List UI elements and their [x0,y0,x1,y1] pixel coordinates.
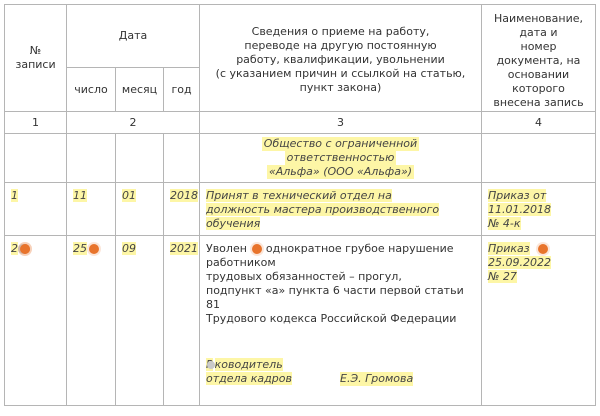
header-doc-line: Наименование, [494,12,583,25]
header-date [67,5,200,68]
row2-document [482,236,596,406]
header-day [67,68,116,112]
row2-info-text: Уволен [206,242,247,255]
header-row-top [5,5,596,68]
signature-title: отдела кадров [206,372,292,385]
row1-year-text: 2018 [170,189,198,202]
row1-document [482,183,596,236]
marker-dot[interactable] [538,244,548,254]
row2-info-line: Трудового кодекса Российской Федерации [206,312,457,325]
header-month [116,68,164,112]
row1-month-text: 01 [122,189,136,202]
column-number-text: 4 [535,115,542,129]
signature-name: Е.Э. Громова [340,372,414,385]
header-doc-line: номер [520,40,557,53]
row2-info-text: однократное грубое нарушение [265,242,454,255]
row2-day-text: 25 [73,242,87,255]
row1-no-text: 1 [11,189,18,202]
org-line: «Альфа» (ООО «Альфа») [268,165,413,178]
row1-info-line: Принят в технический отдел на [206,189,392,202]
header-doc-line: которого [512,82,565,95]
organization-name [200,134,482,183]
org-line: ответственностью [286,151,395,164]
header-year-text: год [171,82,192,96]
table-row [5,236,596,406]
header-info-line: пункт закона) [299,81,382,94]
row2-doc-line: 25.09.2022 [488,256,551,269]
header-date-text: Дата [118,29,148,42]
header-day-text: число [74,82,108,96]
marker-dot[interactable] [20,244,30,254]
header-info [200,5,482,112]
column-number-text: 2 [129,115,137,129]
signature-block [206,358,475,386]
row1-info [200,183,482,236]
header-doc-line: документа, на [496,54,581,67]
row2-info [200,236,482,406]
org-cell-empty-1 [5,134,67,183]
column-number-text: 3 [337,115,344,129]
column-number-2 [67,112,200,134]
header-info-line: Сведения о приеме на работу, [251,25,430,38]
header-info-line: (с указанием причин и ссылкой на статью, [215,67,466,80]
row2-year-text: 2021 [170,242,198,255]
header-info-line: переводе на другую постоянную [244,39,437,52]
header-year [164,68,200,112]
header-document [482,5,596,112]
row2-no-text: 2 [11,242,18,255]
row2-month-text: 09 [122,242,136,255]
org-cell-empty-3 [116,134,164,183]
marker-dot[interactable] [252,244,262,254]
row1-day [67,183,116,236]
row2-doc-line: Приказ [488,242,530,255]
row2-month [116,236,164,406]
header-doc-line: дата и [519,26,558,39]
org-cell-empty-4 [164,134,200,183]
header-doc-line: внесена запись [493,96,584,109]
column-number-text: 1 [32,115,39,129]
signature-title: ководитель [214,358,283,371]
row1-doc-line: Приказ от [488,189,547,202]
marker-dot-shadow [207,361,215,369]
org-cell-empty-5 [482,134,596,183]
row1-year [164,183,200,236]
row2-info-line: трудовых обязанностей – прогул, [206,270,402,283]
row1-month [116,183,164,236]
row2-day [67,236,116,406]
row2-doc-line: № 27 [488,270,517,283]
header-info-line: работу, квалификации, увольнении [236,53,445,66]
row2-year [164,236,200,406]
row1-doc-line: 11.01.2018 [488,203,551,216]
marker-dot[interactable] [89,244,99,254]
header-doc-line: основании [507,68,570,81]
row2-no [5,236,67,406]
column-number-1 [5,112,67,134]
header-month-text: месяц [121,82,158,96]
row1-day-text: 11 [73,189,87,202]
org-cell-empty-2 [67,134,116,183]
table-row [5,183,596,236]
row2-info-line: работником [206,256,276,269]
labor-book-table [4,4,596,406]
row1-info-line: должность мастера производственного обучения [206,203,440,230]
header-record-no-text: № записи [15,44,56,71]
header-record-no [5,5,67,112]
column-number-3 [200,112,482,134]
column-number-4 [482,112,596,134]
column-numbers-row [5,112,596,134]
org-line: Общество с ограниченной [263,137,418,150]
row2-info-line: подпункт «а» пункта 6 части первой статьи 81 [206,284,464,311]
row1-no [5,183,67,236]
row1-doc-line: № 4-к [488,217,521,230]
organization-row [5,134,596,183]
